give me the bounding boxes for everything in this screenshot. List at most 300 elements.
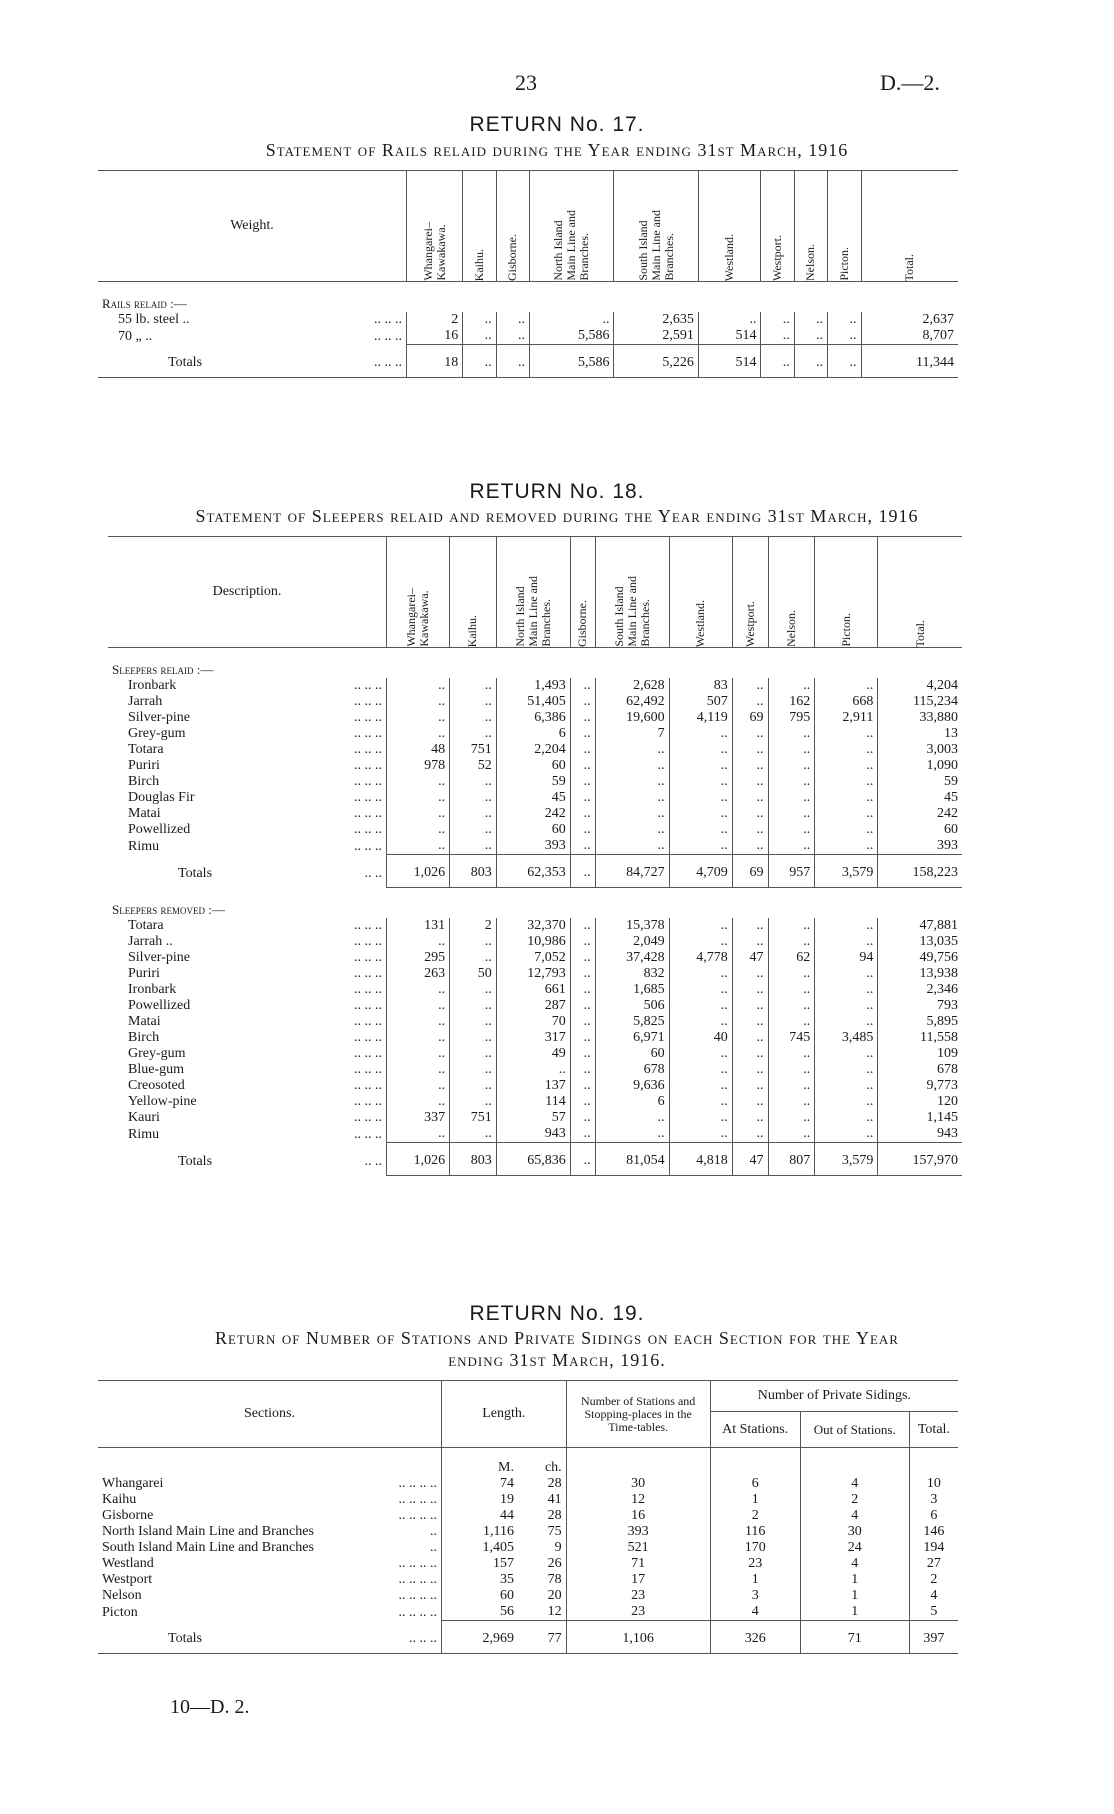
table-cell: .. [732, 1110, 768, 1126]
row-label [108, 1014, 387, 1030]
table-row [98, 1540, 958, 1556]
leader-dots: .. .. .. [354, 806, 382, 821]
table-cell: 12,793 [496, 966, 570, 982]
totals-row [98, 345, 958, 378]
table-cell: 49 [496, 1046, 570, 1062]
totals-cell: .. [570, 1143, 595, 1176]
row-label [98, 1572, 442, 1588]
sidings-at-stations: 2 [710, 1508, 800, 1524]
row-label-text: 55 lb. steel .. [118, 312, 190, 327]
column-header-text: Westland. [722, 233, 737, 281]
table-cell: .. [387, 1094, 450, 1110]
table-cell: .. [815, 774, 878, 790]
table-cell: .. [450, 694, 497, 710]
row-label [108, 1062, 387, 1078]
column-header [761, 171, 794, 282]
table-row [108, 838, 962, 855]
table-cell: 506 [595, 998, 669, 1014]
table-cell: .. [450, 790, 497, 806]
column-header-text: South Island Main Line and Branches. [611, 576, 652, 647]
row-label-text: Totara [128, 918, 164, 933]
table-cell: .. [570, 998, 595, 1014]
row-label [108, 838, 387, 855]
table-cell: .. [732, 726, 768, 742]
length-miles: 157 [442, 1556, 518, 1572]
row-label-text: Whangarei [102, 1476, 164, 1491]
table-cell: .. [732, 982, 768, 998]
table-cell: 751 [450, 1110, 497, 1126]
row-label [98, 1476, 442, 1492]
table-cell: 120 [878, 1094, 962, 1110]
leader-dots: .. .. .. [354, 918, 382, 933]
sidings-at-stations: 116 [710, 1524, 800, 1540]
length-header: Length. [442, 1381, 567, 1448]
sidings-total: 3 [909, 1492, 958, 1508]
table-cell: 114 [496, 1094, 570, 1110]
totals-cell: .. [570, 855, 595, 888]
table-cell: .. [768, 998, 815, 1014]
table-cell: .. [815, 1046, 878, 1062]
column-header [669, 537, 732, 648]
sidings-total: 6 [909, 1508, 958, 1524]
table-cell: .. [669, 758, 732, 774]
totals-cell: 18 [407, 345, 463, 378]
stations-header: Number of Stations and Stopping-places in the Time-tables. [566, 1381, 710, 1448]
table-cell: 60 [496, 822, 570, 838]
leader-dots: .. .. .. .. [398, 1604, 437, 1620]
table-row [108, 1014, 962, 1030]
totals-cell: 5,586 [530, 345, 614, 378]
table-cell: 33,880 [878, 710, 962, 726]
table-cell: .. [450, 1094, 497, 1110]
table-cell: .. [768, 1094, 815, 1110]
table-row [108, 822, 962, 838]
table-cell: .. [768, 774, 815, 790]
leader-dots: .. .. .. [354, 1030, 382, 1045]
table-cell: .. [387, 998, 450, 1014]
sidings-out-of-stations: 4 [800, 1508, 909, 1524]
leader-dots: .. .. .. [354, 838, 382, 854]
sidings-total: 4 [909, 1588, 958, 1604]
table-cell: 287 [496, 998, 570, 1014]
table-cell: .. [815, 1062, 878, 1078]
table-cell: 62 [768, 950, 815, 966]
table-cell: 2,911 [815, 710, 878, 726]
table-row [98, 328, 958, 345]
table-cell: .. [669, 998, 732, 1014]
leader-dots: .. .. .. .. [398, 1572, 437, 1587]
table-cell: 317 [496, 1030, 570, 1046]
table-cell: 50 [450, 966, 497, 982]
table-cell: .. [387, 790, 450, 806]
table-row [108, 742, 962, 758]
table-cell: 13,035 [878, 934, 962, 950]
table-cell: .. [570, 1030, 595, 1046]
row-label-text: Powellized [128, 822, 191, 837]
table-cell: .. [463, 312, 496, 328]
stations-count: 12 [566, 1492, 710, 1508]
column-header [387, 537, 450, 648]
column-header-text: Westland. [693, 599, 708, 647]
table-cell: .. [768, 742, 815, 758]
leader-dots: .. .. .. [374, 355, 402, 370]
leader-dots: .. .. .. [354, 726, 382, 741]
table-cell: .. [669, 1014, 732, 1030]
leader-dots: .. .. .. [354, 822, 382, 837]
sidings-at-stations: 3 [710, 1588, 800, 1604]
table-row [108, 1062, 962, 1078]
table-cell: 337 [387, 1110, 450, 1126]
table-cell: .. [595, 742, 669, 758]
table-cell: .. [768, 678, 815, 694]
table-cell: .. [595, 1126, 669, 1143]
stations-count: 17 [566, 1572, 710, 1588]
table-cell: 162 [768, 694, 815, 710]
table-cell: .. [768, 838, 815, 855]
table-cell: .. [669, 1126, 732, 1143]
row-label [108, 934, 387, 950]
totals-cell: 157,970 [878, 1143, 962, 1176]
column-header [530, 171, 614, 282]
leader-dots: .. .. .. [354, 774, 382, 789]
table-cell: .. [828, 328, 861, 345]
row-label-text: Silver-pine [128, 710, 190, 725]
sidings-out-of-stations: 1 [800, 1588, 909, 1604]
totals-cell: 62,353 [496, 855, 570, 888]
table-cell: .. [450, 822, 497, 838]
table-cell: 7 [595, 726, 669, 742]
table-cell: .. [768, 1014, 815, 1030]
column-header [450, 537, 497, 648]
table-cell: .. [570, 726, 595, 742]
leader-dots: .. .. .. [354, 710, 382, 725]
leader-dots: .. .. .. [354, 1078, 382, 1093]
row-label [108, 822, 387, 838]
leader-dots: .. .. .. [354, 678, 382, 693]
table-row [108, 710, 962, 726]
row-label [108, 1078, 387, 1094]
table-cell: .. [570, 918, 595, 934]
leader-dots: .. .. .. [354, 934, 382, 949]
totals-out-of-stations: 71 [800, 1621, 909, 1654]
length-miles: 74 [442, 1476, 518, 1492]
table-cell: 13 [878, 726, 962, 742]
table-cell: 49,756 [878, 950, 962, 966]
table-cell: .. [669, 918, 732, 934]
sidings-total: 2 [909, 1572, 958, 1588]
table-cell: .. [732, 1014, 768, 1030]
totals-label [98, 345, 407, 378]
totals-cell: 3,579 [815, 855, 878, 888]
table-row [98, 1604, 958, 1621]
table-cell: .. [815, 838, 878, 855]
table-cell: .. [669, 966, 732, 982]
table-cell: .. [387, 1078, 450, 1094]
table-cell: .. [732, 806, 768, 822]
column-header-text: Nelson. [803, 244, 818, 281]
row-label [98, 1588, 442, 1604]
table-cell: 4,119 [669, 710, 732, 726]
table-row [108, 998, 962, 1014]
table-cell: 507 [669, 694, 732, 710]
table-cell: .. [595, 758, 669, 774]
table-cell: 2,204 [496, 742, 570, 758]
table-cell: .. [761, 328, 794, 345]
length-chains: 20 [547, 1588, 562, 1603]
row-label-text: Rimu [128, 838, 160, 854]
table-cell: .. [570, 678, 595, 694]
row-label [98, 328, 407, 345]
table-cell: 2,346 [878, 982, 962, 998]
stations-count: 521 [566, 1540, 710, 1556]
table-cell: .. [815, 758, 878, 774]
table-cell: 514 [698, 328, 761, 345]
table-row [108, 1110, 962, 1126]
table-cell: .. [570, 710, 595, 726]
row-label-text: Westland [102, 1556, 154, 1571]
length-miles: 19 [442, 1492, 518, 1508]
leader-dots: .. [430, 1524, 437, 1539]
column-header-text: Kaihu. [465, 614, 480, 647]
table-cell: 745 [768, 1030, 815, 1046]
table-cell: .. [570, 1110, 595, 1126]
row-label [108, 1110, 387, 1126]
description-header: Description. [212, 584, 282, 599]
table-row [98, 312, 958, 328]
table-cell: 978 [387, 758, 450, 774]
row-label [108, 966, 387, 982]
table-cell: .. [387, 982, 450, 998]
table-cell: 2 [407, 312, 463, 328]
sidings-total: 10 [909, 1476, 958, 1492]
table-row [108, 694, 962, 710]
table-cell: .. [570, 774, 595, 790]
return-17-subtitle: Statement of Rails relaid during the Year ending 31st March, 1916 [265, 140, 849, 160]
table-cell: 5,825 [595, 1014, 669, 1030]
table-cell: 10,986 [496, 934, 570, 950]
table-row [108, 918, 962, 934]
row-label-text: Douglas Fir [128, 790, 195, 805]
column-header-text: Picton. [836, 247, 851, 281]
table-cell: .. [387, 774, 450, 790]
table-cell: 943 [878, 1126, 962, 1143]
row-label-text: Westport [102, 1572, 153, 1587]
table-cell: .. [570, 1078, 595, 1094]
sidings-out-of-stations: 1 [800, 1604, 909, 1621]
row-label-text: Totara [128, 742, 164, 757]
table-cell: .. [595, 806, 669, 822]
table-row [108, 806, 962, 822]
totals-miles: 2,969 [442, 1621, 518, 1654]
table-cell: .. [768, 966, 815, 982]
totals-cell: 807 [768, 1143, 815, 1176]
table-cell: 70 [496, 1014, 570, 1030]
table-cell: .. [387, 1030, 450, 1046]
totals-cell: 4,818 [669, 1143, 732, 1176]
table-cell: .. [570, 950, 595, 966]
leader-dots: .. .. .. [354, 1014, 382, 1029]
leader-dots: .. .. .. .. [398, 1556, 437, 1571]
totals-cell: 5,226 [614, 345, 698, 378]
table-cell: .. [450, 982, 497, 998]
table-cell: .. [387, 934, 450, 950]
row-label-text: Matai [128, 806, 161, 821]
table-cell: .. [815, 982, 878, 998]
table-cell: 11,558 [878, 1030, 962, 1046]
leader-dots: .. .. .. [354, 1110, 382, 1125]
table-cell: 1,685 [595, 982, 669, 998]
chains-unit: ch. [544, 1460, 562, 1475]
sidings-at-stations: 170 [710, 1540, 800, 1556]
table-cell: 795 [768, 710, 815, 726]
row-label-text: Kaihu [102, 1492, 137, 1507]
column-header [861, 171, 958, 282]
table-row [108, 1094, 962, 1110]
leader-dots: .. .. .. [354, 790, 382, 805]
row-label [108, 726, 387, 742]
table-cell: 45 [878, 790, 962, 806]
table-cell: 2,635 [614, 312, 698, 328]
column-header [768, 537, 815, 648]
return-19-subtitle-2: ending 31st March, 1916. [448, 1350, 666, 1370]
leader-dots: .. .. .. [354, 950, 382, 965]
row-label [108, 1030, 387, 1046]
totals-row [108, 1143, 962, 1176]
table-cell: .. [669, 934, 732, 950]
table-cell: .. [732, 774, 768, 790]
table-cell: .. [595, 790, 669, 806]
table-cell: 48 [387, 742, 450, 758]
table-cell: 2,591 [614, 328, 698, 345]
return-18-subtitle: Statement of Sleepers relaid and removed during the Year ending 31st March, 1916 [195, 506, 919, 526]
table-cell: .. [570, 966, 595, 982]
table-cell: 19,600 [595, 710, 669, 726]
row-label [108, 998, 387, 1014]
table-cell: 678 [878, 1062, 962, 1078]
totals-cell: 81,054 [595, 1143, 669, 1176]
table-cell: 668 [815, 694, 878, 710]
leader-dots: .. .. .. [354, 966, 382, 981]
table-cell: 295 [387, 950, 450, 966]
table-cell: .. [768, 934, 815, 950]
page-number: 23 [515, 70, 537, 95]
table-cell: .. [450, 710, 497, 726]
row-label [108, 774, 387, 790]
table-cell: 832 [595, 966, 669, 982]
totals-cell: 47 [732, 1143, 768, 1176]
leader-dots: .. .. .. [354, 982, 382, 997]
table-cell: 1,090 [878, 758, 962, 774]
table-cell: .. [669, 806, 732, 822]
leader-dots: .. .. .. .. [398, 1508, 437, 1523]
table-cell: .. [815, 1110, 878, 1126]
table-cell: 59 [496, 774, 570, 790]
leader-dots: .. .. [364, 1153, 382, 1169]
totals-row [98, 1621, 958, 1654]
sidings-at-stations: 4 [710, 1604, 800, 1621]
table-cell: .. [570, 1014, 595, 1030]
table-cell: .. [450, 806, 497, 822]
leader-dots: .. .. .. [354, 742, 382, 757]
table-cell: .. [768, 1110, 815, 1126]
row-label-text: South Island Main Line and Branches [102, 1540, 314, 1555]
table-cell: 751 [450, 742, 497, 758]
table-cell: 13,938 [878, 966, 962, 982]
totals-chains: 77 [518, 1621, 566, 1654]
totals-cell: 69 [732, 855, 768, 888]
sidings-at-stations: 6 [710, 1476, 800, 1492]
length-chains: 26 [547, 1556, 562, 1571]
row-label [108, 742, 387, 758]
table-cell: .. [669, 838, 732, 855]
length-miles: 35 [442, 1572, 518, 1588]
table-cell: .. [815, 998, 878, 1014]
table-cell: .. [669, 742, 732, 758]
table-cell: .. [669, 1062, 732, 1078]
table-cell: .. [768, 1046, 815, 1062]
table-row [98, 1588, 958, 1604]
table-cell: 242 [496, 806, 570, 822]
totals-cell: 803 [450, 1143, 497, 1176]
table-cell: .. [570, 806, 595, 822]
table-cell: .. [768, 806, 815, 822]
totals-cell: .. [496, 345, 529, 378]
table-cell: .. [732, 822, 768, 838]
table-cell: 242 [878, 806, 962, 822]
length-chains: 28 [547, 1476, 562, 1491]
table-cell: 115,234 [878, 694, 962, 710]
sidings-out-of-stations: 1 [800, 1572, 909, 1588]
row-label-text: Puriri [128, 758, 160, 773]
length-chains: 28 [547, 1508, 562, 1523]
totals-cell: .. [828, 345, 861, 378]
table-cell: .. [595, 774, 669, 790]
table-cell: .. [450, 1030, 497, 1046]
table-cell: 52 [450, 758, 497, 774]
table-cell: .. [387, 1046, 450, 1062]
table-cell: .. [450, 774, 497, 790]
table-cell: 793 [878, 998, 962, 1014]
column-header-text: Nelson. [783, 610, 798, 647]
leader-dots: .. .. .. [354, 1094, 382, 1109]
table-cell: .. [570, 1094, 595, 1110]
at-stations-header: At Stations. [710, 1412, 800, 1448]
table-cell: 393 [496, 838, 570, 855]
table-row [98, 1508, 958, 1524]
totals-stations: 1,106 [566, 1621, 710, 1654]
sidings-out-of-stations: 30 [800, 1524, 909, 1540]
table-cell: .. [450, 1126, 497, 1143]
table-cell: .. [669, 822, 732, 838]
totals-cell: 803 [450, 855, 497, 888]
units-spacer [98, 1448, 442, 1477]
row-label-text: Jarrah .. [128, 934, 173, 949]
table-cell: 62,492 [595, 694, 669, 710]
table-cell: .. [815, 1078, 878, 1094]
column-header [407, 171, 463, 282]
length-chains: 75 [547, 1524, 562, 1539]
column-header-text: North Island Main Line and Branches. [551, 210, 592, 281]
table-cell: 60 [595, 1046, 669, 1062]
table-cell: 60 [496, 758, 570, 774]
row-label-text: Nelson [102, 1588, 142, 1603]
totals-label-text: Totals [178, 1153, 213, 1169]
column-header [463, 171, 496, 282]
section-heading: Rails relaid :— [102, 296, 187, 311]
table-cell: 51,405 [496, 694, 570, 710]
row-label-text: Grey-gum [128, 726, 186, 741]
stations-count: 71 [566, 1556, 710, 1572]
